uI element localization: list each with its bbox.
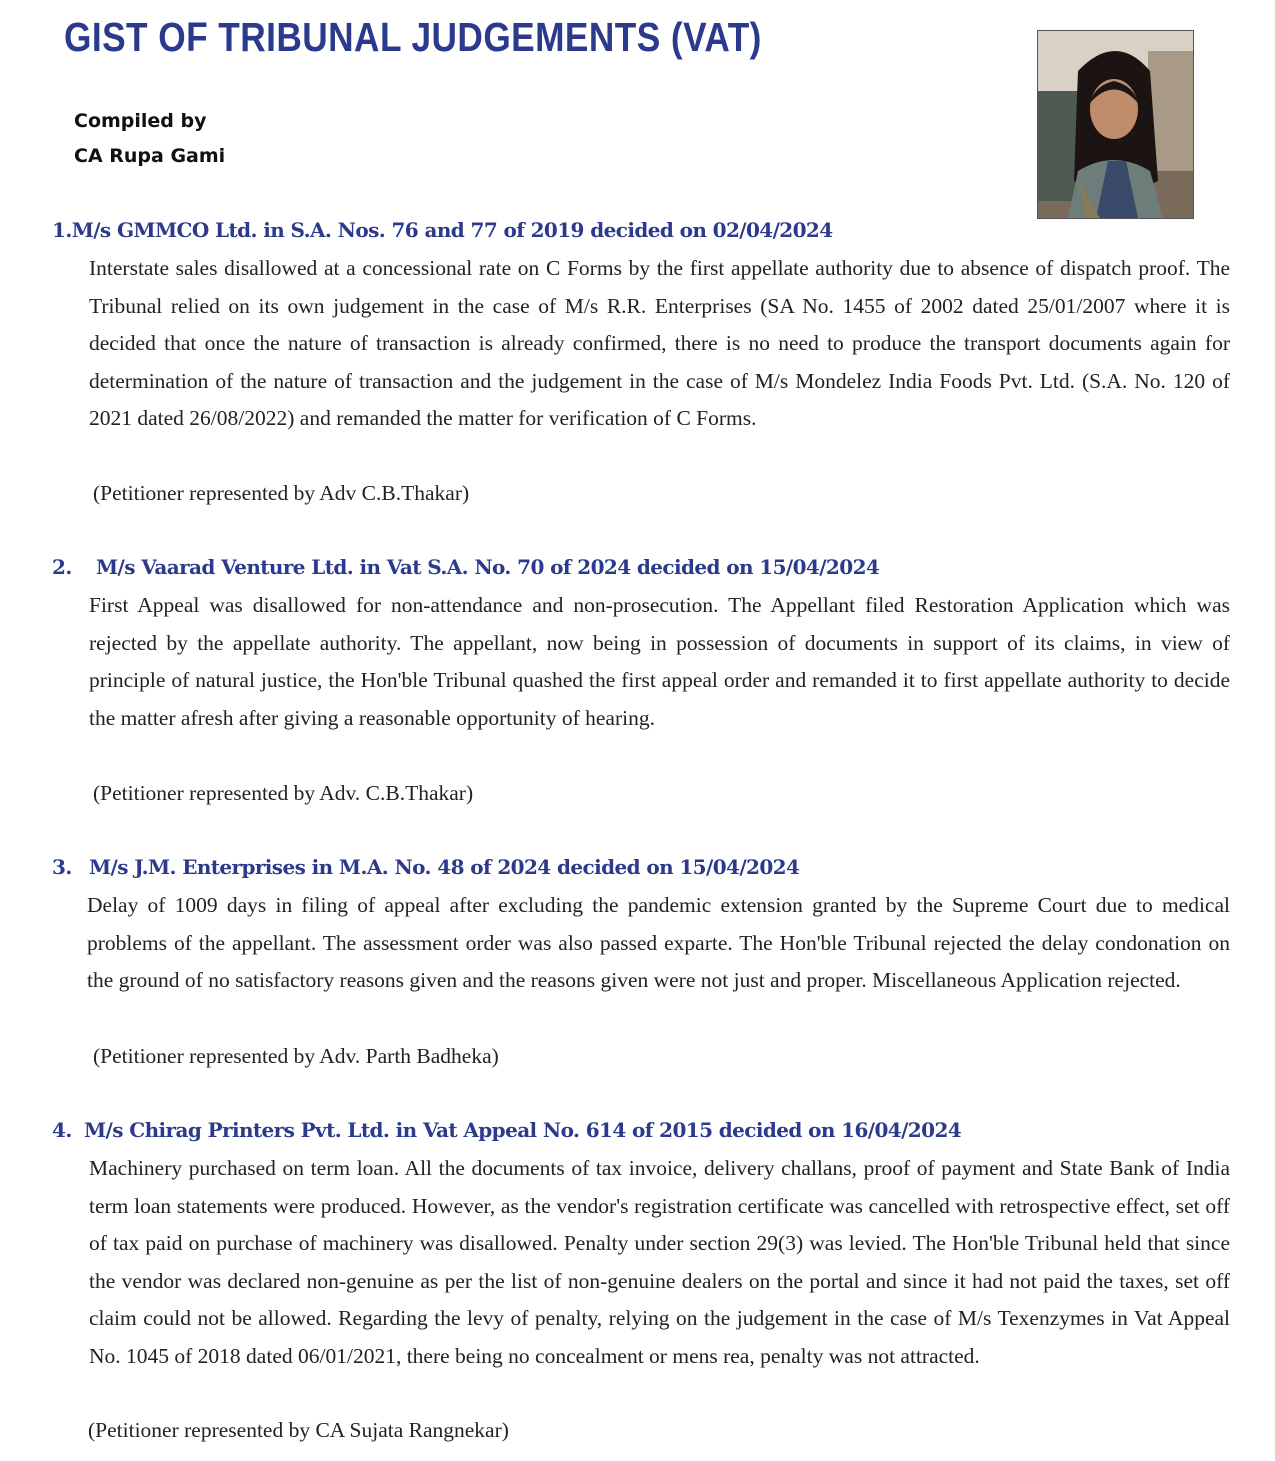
case-title: M/s J.M. Enterprises in M.A. No. 48 of 2024 decided on 15/04/2024	[89, 855, 800, 879]
case-number: 1.	[52, 218, 72, 242]
case-body: Machinery purchased on term loan. All the documents of tax invoice, delivery challans, proof of payment and State Bank of India term loan statements were produced. However, as the vendor's registration certificate was cancelled with retrospective effect, set off of tax paid on purchase of machinery was disallowed. Penalty under section 29(3) was levied. The Hon'ble Tribunal held that since the vendor was declared non-genuine as per the list of non-genuine dealers on the portal and since it had not paid the taxes, set off claim could not be allowed. Regarding the levy of penalty, relying on the judgement in the case of M/s Texenzymes in Vat Appeal No. 1045 of 2018 dated 06/01/2021, there being no concealment or mens rea, penalty was not attracted.	[89, 1156, 1230, 1368]
compiler-name: CA Rupa Gami	[74, 145, 226, 167]
case-heading	[52, 218, 833, 242]
case-body: Interstate sales disallowed at a concessional rate on C Forms by the first appellate authority due to absence of dispatch proof. The Tribunal relied on its own judgement in the case of M/s R.R. Enterprises (SA No. 1455 of 2002 dated 25/01/2007 where it is decided that once the nature of transaction is already confirmed, there is no need to produce the transport documents again for determination of the nature of transaction and the judgement in the case of M/s Mondelez India Foods Pvt. Ltd. (S.A. No. 120 of 2021 dated 26/08/2022) and remanded the matter for verification of C Forms.	[89, 256, 1230, 430]
case-heading	[52, 855, 799, 879]
case-heading	[52, 555, 879, 579]
case-body: First Appeal was disallowed for non-attendance and non-prosecution. The Appellant filed Restoration Application which was rejected by the appellate authority. The appellant, now being in possession of documents in support of its claims, in view of principle of natural justice, the Hon'ble Tribunal quashed the first appeal order and remanded it to first appellate authority to decide the matter afresh after giving a reasonable opportunity of hearing.	[89, 593, 1230, 730]
case-heading	[52, 1118, 961, 1142]
case-body: Delay of 1009 days in filing of appeal after excluding the pandemic extension granted by the Supreme Court due to medical problems of the appellant. The assessment order was also passed exparte. The Hon'ble Tribunal rejected the delay condonation on the ground of no satisfactory reasons given and the reasons given were not just and proper. Miscellaneous Application rejected.	[87, 893, 1230, 992]
case-number: 4.	[52, 1118, 72, 1142]
case-title: M/s Chirag Printers Pvt. Ltd. in Vat Appeal No. 614 of 2015 decided on 16/04/2024	[84, 1118, 962, 1142]
page-title: GIST OF TRIBUNAL JUDGEMENTS (VAT)	[64, 14, 762, 60]
compiled-by-label: Compiled by	[74, 110, 207, 132]
case-representation: (Petitioner represented by Adv. Parth Badheka)	[93, 1044, 499, 1068]
case-representation: (Petitioner represented by CA Sujata Rangnekar)	[88, 1418, 509, 1442]
case-representation: (Petitioner represented by Adv C.B.Thakar)	[93, 481, 470, 505]
case-title: M/s Vaarad Venture Ltd. in Vat S.A. No. 70 of 2024 decided on 15/04/2024	[96, 555, 880, 579]
case-number: 3.	[52, 855, 72, 879]
author-photo	[1037, 30, 1194, 219]
case-title: M/s GMMCO Ltd. in S.A. Nos. 76 and 77 of 2019 decided on 02/04/2024	[71, 218, 833, 242]
case-number: 2.	[52, 555, 72, 579]
case-representation: (Petitioner represented by Adv. C.B.Thakar)	[93, 781, 474, 805]
compiler-block	[74, 104, 225, 174]
portrait-image	[1038, 31, 1193, 218]
